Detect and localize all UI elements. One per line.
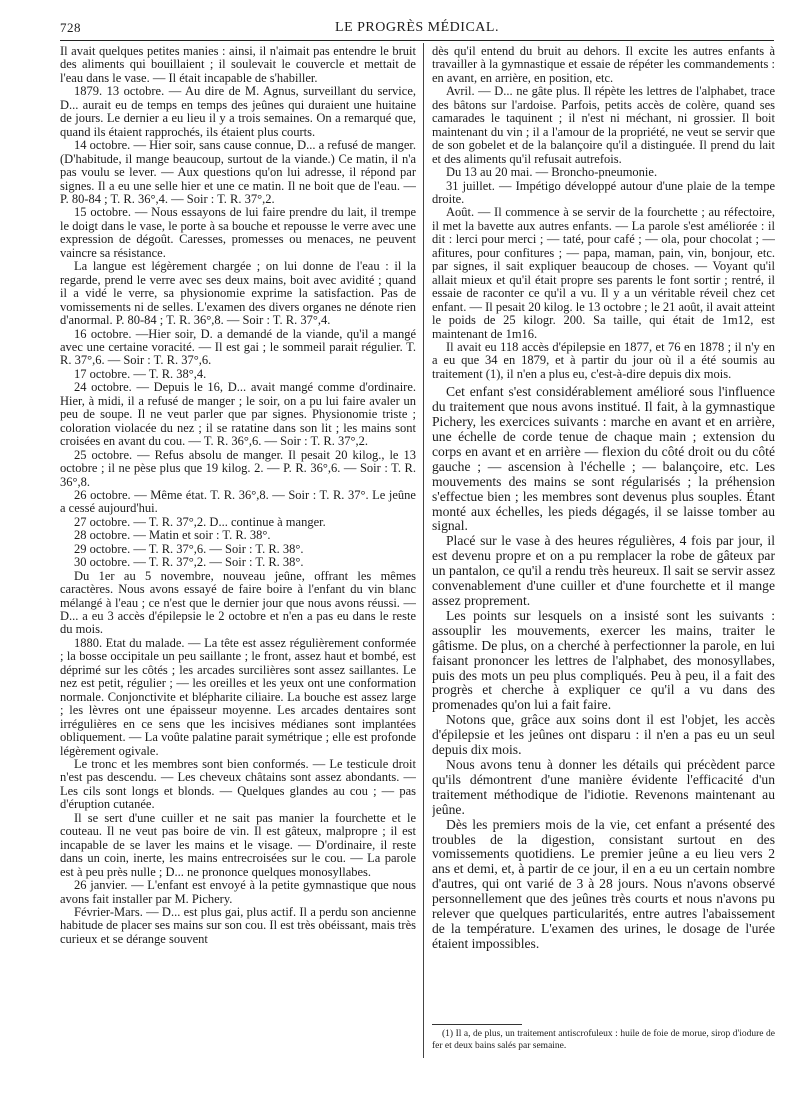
paragraph: 1880. Etat du malade. — La tête est assez régulièrement conformée ; la bosse occipitale un peu saillante ; le front, assez haut et bombé, est déprimé sur les côtés ; les arcades surcilières sont assez saillantes. Le nez est petit, régulier ; — les oreilles et les yeux ont une conformation normale. Conjonctivite et blépharite ciliaire. La bouche est assez large ; les lèvres ont une épaisseur moyenne. Les arcades dentaires sont irrégulières en ce sens que les incisives médianes sont implantées obliquement. — La voûte palatine parait symétrique ; elle est profonde légèrement ogivale.	[60, 635, 416, 758]
right-column	[432, 45, 775, 1055]
paragraph: 14 octobre. — Hier soir, sans cause connue, D... a refusé de manger. (D'habitude, il mange beaucoup, surtout de la viande.) Ce matin, il n'a pas voulu se lever. — Aux questions qu'on lui adresse, il répond par signes. Il a eu une selle hier et une ce matin. Il ne boit que de l'eau. — P. 80-84 ; T. R. 36°,4. — Soir : T. R. 37°,2.	[60, 138, 416, 206]
paragraph: La langue est légèrement chargée ; on lui donne de l'eau : il la regarde, prend le verre avec ses deux mains, boit avec avidité ; quand il a vidé le verre, sa physionomie exprime la satisfaction. Pas de vomissements ni de selles. L'examen des divers organes ne dénote rien d'anormal. P. 80-84 ; T. R. 36°,8. — Soir : T. R. 37°,4.	[60, 259, 416, 328]
footnote-rule	[432, 1024, 522, 1025]
paragraph: 26 janvier. — L'enfant est envoyé à la petite gymnastique que nous avons fait installer par M. Pichery.	[60, 878, 416, 906]
running-header	[60, 20, 774, 40]
paragraph: dès qu'il entend du bruit au dehors. Il excite les autres enfants à travailler à la gymnastique et essaie de répéter les commandements : en avant, en arrière, en position, etc.	[432, 45, 775, 85]
paragraph: 17 octobre. — T. R. 38°,4.	[74, 366, 207, 381]
paragraph: Il avait quelques petites manies : ainsi, il n'aimait pas entendre le bruit des aliments qui bouillaient ; il soulevait le couvercle et mettait de l'eau dans le vase. — Il était incapable de s'habiller.	[60, 45, 416, 85]
paragraph: 29 octobre. — T. R. 37°,6. — Soir : T. R. 38°.	[74, 541, 304, 556]
paragraph: Il avait eu 118 accès d'épilepsie en 1877, et 76 en 1878 ; il n'y en a eu que 34 en 1879, et à partir du jour où il a été soumis au traitement (1), il n'en a plus eu, c'est-à-dire depuis dix mois.	[432, 339, 775, 381]
paragraph: Avril. — D... ne gâte plus. Il répète les lettres de l'alphabet, trace des bâtons sur l'ardoise. Parfois, petits accès de colère, quand ses camarades le taquinent ; il n'est ni méchant, ni grossier. Il boit maintenant du vin ; il a l'amour de la propriété, ne veut se servir que de son gobelet et de la balançoire qu'il a distinguée. Il prend du lait et des aliments qu'il refusait autrefois.	[432, 84, 775, 166]
journal-title: LE PROGRÈS MÉDICAL.	[335, 20, 499, 35]
left-column	[60, 45, 416, 1059]
paragraph: 31 juillet. — Impétigo développé autour d'une plaie de la tempe droite.	[432, 178, 775, 206]
paragraph: 28 octobre. — Matin et soir : T. R. 38°.	[74, 528, 271, 543]
paragraph: Dès les premiers mois de la vie, cet enfant a présenté des troubles de la digestion, consistant surtout en des vomissements quotidiens. Le premier jeûne a eu lieu vers 2 ans et demi, et, à partir de ce jour, il en a eu un certain nombre d'autres, qui ont varié de 3 à 28 jours. Nous n'avons observé personnellement que des jeûnes très courts et nous n'avons pu relever que quelques particularités, entre autres l'abaissement de la température. L'examen des urines, le dosage de l'urée étaient impossibles.	[432, 816, 775, 951]
column-divider	[423, 43, 424, 1058]
paragraph: Cet enfant s'est considérablement amélioré sous l'influence du traitement que nous avons institué. Il fait, à la gymnastique Pichery, les exercices suivants : marche en avant et en arrière, une échelle de corde tenue de chaque main ; extension du corps en avant et en arrière — flexion du côté droit ou du côté gauche ; — ascension à l'échelle ; — balançoire, etc. Les mouvements des mains se sont régularisés ; la préhension s'effectue bien ; les membres sont devenus plus souples. Étant monté aux échelles, les pieds dégagés, il se laisse tomber au signal.	[432, 384, 775, 534]
paragraph: Août. — Il commence à se servir de la fourchette ; au réfectoire, il met la bavette aux autres enfants. — La parole s'est améliorée : il dit : lerci pour merci ; — taté, pour café ; — ola, pour chocolat ; — afitures, pour confitures ; — papa, maman, pain, vin, bonjour, etc. par signes, il sait expliquer beaucoup de choses. — Voyant qu'il allait mieux et qu'il était propre ses parents le font sortir ; rentré, il essaie de raconter ce qu'il a vu. Il y a un véritable réveil chez cet enfant. — Il pesait 20 kilog. le 13 octobre ; le 21 août, il avait atteint le poids de 25 kilogr. 200. Sa taille, qui était de 1m12, est maintenant de 1m16.	[432, 205, 775, 341]
paragraph: 25 octobre. — Refus absolu de manger. Il pesait 20 kilog., le 13 octobre ; il ne pèse plus que 19 kilog. 2. — P. R. 36°,6. — Soir : T. R. 36°,8.	[60, 447, 416, 489]
paragraph: Nous avons tenu à donner les détails qui précèdent parce qu'ils démontrent d'une manière évidente l'efficacité d'un traitement méthodique de l'idiotie. Revenons maintenant au jeûne.	[432, 756, 775, 817]
paragraph: 30 octobre. — T. R. 37°,2. — Soir : T. R. 38°.	[74, 555, 304, 570]
paragraph: 24 octobre. — Depuis le 16, D... avait mangé comme d'ordinaire. Hier, à midi, il a refusé de manger ; le soir, on a pu lui faire avaler un peu de soupe. Il ne veut parler que par signes. Physionomie triste ; coloration violacée du nez ; il se ratatine dans son lit ; les mains sont croisées en avant du cou. — T. R. 36°,6. — Soir : T. R. 37°,2.	[60, 380, 416, 449]
paragraph: 1879. 13 octobre. — Au dire de M. Agnus, surveillant du service, D... aurait eu de temps en temps des jeûnes qui duraient une huitaine de jours. Le dernier a eu lieu il y a trois semaines. On a remarqué que, quand ils étaient rapprochés, ils étaient plus courts.	[60, 84, 416, 139]
footnote-text: (1) Il a, de plus, un traitement antiscrofuleux : huile de foie de morue, sirop d'iodure de fer et deux bains salés par semaine.	[432, 1029, 775, 1051]
paragraph: Il se sert d'une cuiller et ne sait pas manier la fourchette et le couteau. Il ne veut pas boire de vin. Il est gâteux, malpropre ; il est incapable de se laver les mains et le visage. — D'ordinaire, il reste dans un coin, inerte, les mains entrecroisées sur le cou. — La parole est à peu près nulle ; D... ne prononce quelques monosyllabes.	[60, 810, 416, 879]
paragraph: Placé sur le vase à des heures régulières, 4 fois par jour, il est devenu propre et on a pu remplacer la robe de gâteux par un pantalon, ce qu'il a rendu très heureux. Il sait se servir assez convenablement d'une cuiller et d'une fourchette et il mange assez proprement.	[432, 533, 775, 609]
paragraph: Notons que, grâce aux soins dont il est l'objet, les accès d'épilepsie et les jeûnes ont disparu : il n'en a pas eu un seul depuis dix mois.	[432, 712, 775, 758]
paragraph: Du 1er au 5 novembre, nouveau jeûne, offrant les mêmes caractères. Nous avons essayé de faire boire à l'enfant du vin blanc mélangé à l'eau ; ce n'est que le dernier jour que nous avons réussi. — D... a eu 3 accès d'épilepsie le 2 octobre et n'en a pas eu dans le reste du mois.	[60, 568, 416, 637]
paragraph: Du 13 au 20 mai. — Broncho-pneumonie.	[446, 165, 658, 180]
paragraph: Février-Mars. — D... est plus gai, plus actif. Il a perdu son ancienne habitude de placer ses mains sur son cou. Il est très obéissant, mais très curieux et se dérange souvent	[60, 905, 416, 946]
paragraph: 15 octobre. — Nous essayons de lui faire prendre du lait, il trempe le doigt dans le vase, le porte à sa bouche et repousse le verre avec une expression de dégoût. Caresses, promesses ou menaces, ne peuvent vaincre sa résistance.	[60, 205, 416, 260]
header-rule	[60, 40, 774, 41]
paragraph: Le tronc et les membres sont bien conformés. — Le testicule droit n'est pas descendu. — Les cheveux châtains sont assez abondants. — Les cils sont longs et blonds. — Quelques glandes au cou ; — pas d'éruption cutanée.	[60, 757, 416, 812]
page-number: 728	[60, 20, 81, 35]
paragraph: 27 octobre. — T. R. 37°,2. D... continue à manger.	[74, 514, 326, 529]
paragraph: 26 octobre. — Même état. T. R. 36°,8. — Soir : T. R. 37°. Le jeûne a cessé aujourd'hui.	[60, 487, 416, 516]
paragraph: Les points sur lesquels on a insisté sont les suivants : assouplir les mouvements, exercer les mains, traiter le gâtisme. De plus, on a cherché à perfectionner la parole, en lui faisant prononcer les lettres de l'alphabet, des monosyllabes, puis des mots un peu plus compliqués. Peu à peu, il a fait des progrès et cherche à expliquer ce qu'il a vu dans des promenades qu'on lui a fait faire.	[432, 607, 775, 713]
paragraph: 16 octobre. —Hier soir, D. a demandé de la viande, qu'il a mangé avec une certaine voracité. — Il est gai ; le sommeil parait régulier. T. R. 37°,6. — Soir : T. R. 37°,6.	[60, 326, 416, 368]
footnote	[432, 1028, 775, 1052]
